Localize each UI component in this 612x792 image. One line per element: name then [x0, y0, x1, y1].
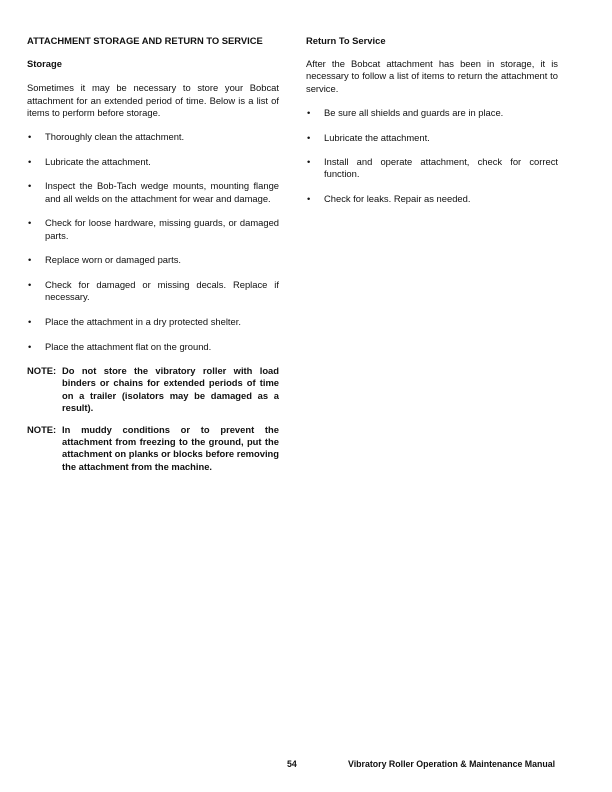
list-item: • Lubricate the attachment. — [28, 155, 151, 167]
note-isolators — [27, 365, 279, 414]
return-heading: Return To Service — [306, 35, 386, 46]
storage-subheading: Storage — [27, 58, 62, 70]
manual-title: Vibratory Roller Operation & Maintenance Manual — [348, 759, 556, 769]
list-item: • Place the attachment flat on the ground. — [28, 340, 212, 352]
note-label: NOTE: — [27, 365, 57, 377]
list-item: • Install and operate attachment, check for correct function. — [307, 156, 558, 180]
bullet-icon: • — [28, 155, 32, 167]
list-item: • Lubricate the attachment. — [307, 131, 430, 143]
right-column — [306, 35, 558, 218]
list-item: • Replace worn or damaged parts. — [28, 254, 182, 266]
storage-list — [27, 131, 279, 353]
bullet-icon: • — [28, 180, 32, 192]
bullet-icon: • — [28, 254, 32, 266]
page-number: 54 — [287, 759, 297, 769]
bullet-icon: • — [28, 131, 32, 143]
bullet-icon: • — [28, 340, 32, 352]
bullet-icon: • — [307, 193, 311, 205]
left-column — [27, 35, 279, 483]
list-item: • Thoroughly clean the attachment. — [28, 131, 185, 143]
bullet-icon: • — [28, 315, 32, 327]
storage-intro: Sometimes it may be necessary to store your Bobcat attachment for an extended period of time. Below is a list of items to perform before storage. — [27, 82, 279, 118]
list-item: • Place the attachment in a dry protected shelter. — [28, 315, 241, 327]
note-text: In muddy conditions or to prevent the attachment from freezing to the ground, put the attachment on planks or blocks before removing the attachment from the machine. — [62, 424, 279, 472]
list-item: • Inspect the Bob-Tach wedge mounts, mounting flange and all welds on the attachment for wear and damage. — [28, 180, 279, 204]
list-item: • Be sure all shields and guards are in place. — [307, 106, 504, 118]
list-item: • Check for damaged or missing decals. Replace if necessary. — [28, 278, 279, 303]
list-item: • Check for loose hardware, missing guards, or damaged parts. — [28, 217, 279, 241]
return-intro: After the Bobcat attachment has been in storage, it is necessary to follow a list of items to return the attachment to service. — [306, 58, 558, 94]
bullet-icon: • — [28, 278, 32, 290]
bullet-icon: • — [307, 131, 311, 143]
note-text: Do not store the vibratory roller with load binders or chains for extended periods of time on a trailer (isolators may be damaged as a result). — [62, 365, 279, 413]
note-muddy-conditions — [27, 424, 279, 473]
bullet-icon: • — [28, 217, 32, 229]
list-item: • Check for leaks. Repair as needed. — [307, 193, 471, 205]
bullet-icon: • — [307, 156, 311, 168]
return-list — [306, 107, 558, 206]
note-label: NOTE: — [27, 424, 57, 436]
section-heading: ATTACHMENT STORAGE AND RETURN TO SERVICE — [27, 35, 263, 46]
bullet-icon: • — [307, 106, 311, 118]
